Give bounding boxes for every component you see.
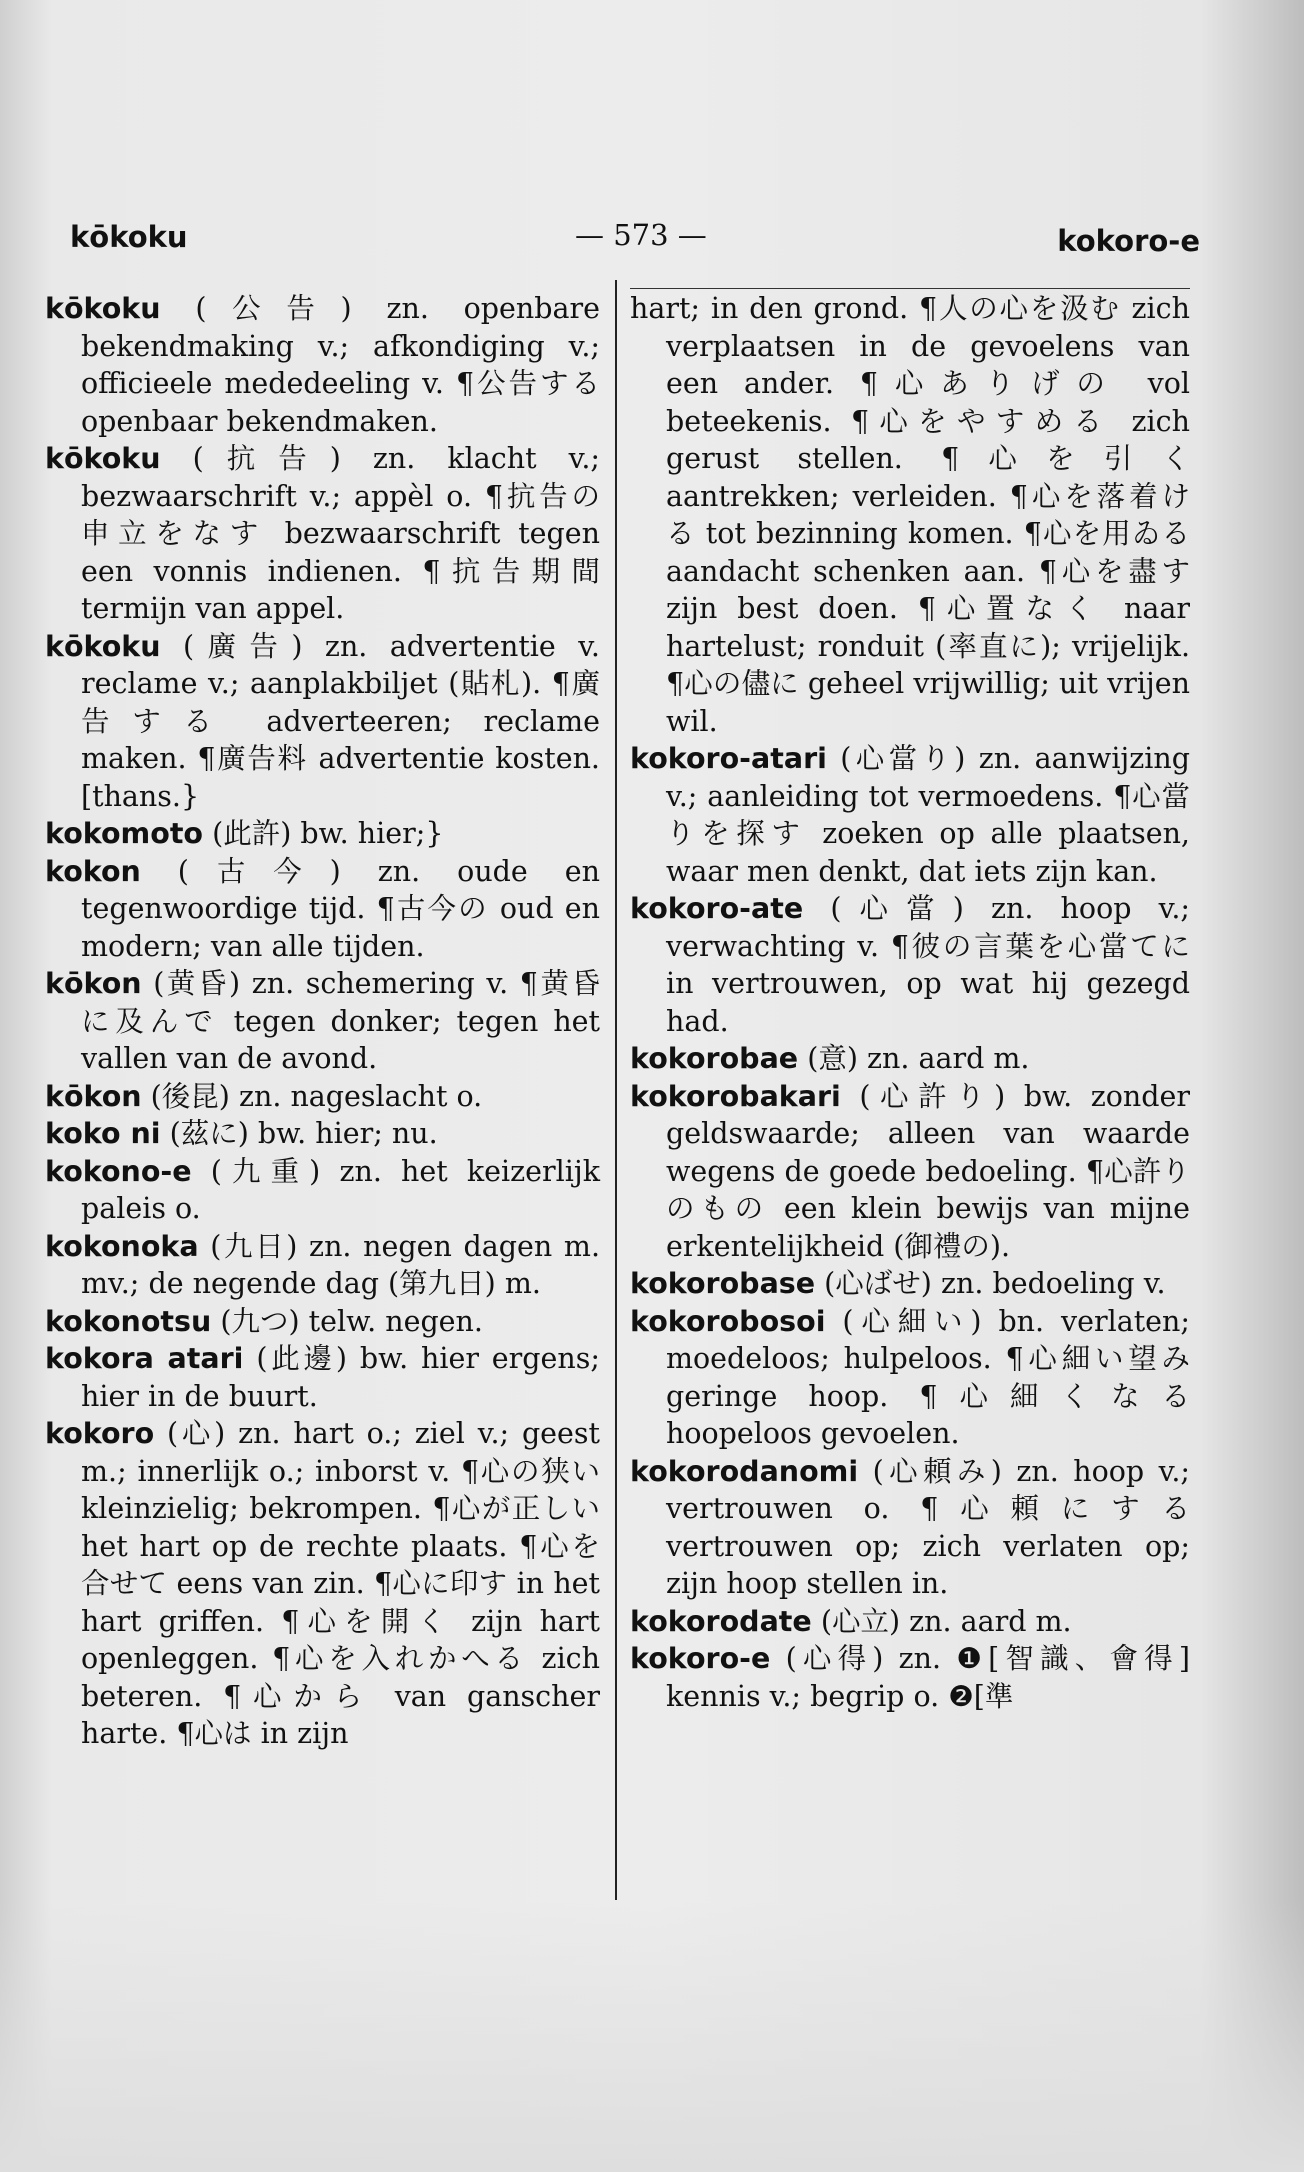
entry-text: (心得) zn. ❶[智識、會得] kennis v.; begrip o. ❷[準 <box>666 1642 1190 1713</box>
entry-text: (心當) zn. hoop v.; verwachting v. ¶彼の言葉を心當てに in vertrouwen, op wat hij gezegd had. <box>666 892 1190 1038</box>
headword: kokorobae <box>630 1042 799 1075</box>
entry-text: (九重) zn. het keizerlijk paleis o. <box>81 1154 600 1225</box>
headword: kokoro <box>45 1417 155 1450</box>
entry-text: (九日) zn. negen dagen m. mv.; de negende dag (第九日) m. <box>81 1229 600 1300</box>
headword: kokorobase <box>630 1267 816 1300</box>
header-left-guide-word: kōkoku <box>70 220 188 254</box>
headword: kokono-e <box>45 1154 192 1188</box>
dictionary-entry <box>45 853 600 966</box>
headword: kōkon <box>45 1079 142 1113</box>
entry-text: (心立) zn. aard m. <box>811 1604 1072 1638</box>
headword: kokorobakari <box>630 1079 841 1113</box>
entry-text: (意) zn. aard m. <box>798 1042 1030 1075</box>
dictionary-entry <box>630 1303 1190 1453</box>
dictionary-entry <box>45 815 600 853</box>
entry-text: (心當り) zn. aanwijzing v.; aanleiding tot vermoedens. ¶心當りを探す zoeken op alle plaatsen, waar men denkt, dat iets zijn kan. <box>666 742 1190 888</box>
dictionary-entry <box>630 1078 1190 1266</box>
dictionary-entry <box>45 440 600 628</box>
entry-text: (抗告) zn. klacht v.; bezwaarschrift v.; appèl o. ¶抗告の申立をなす bezwaarschrift tegen een vonnis indienen. ¶抗告期間 termijn van appel. <box>81 442 600 625</box>
dictionary-entry <box>630 1603 1190 1641</box>
headword: kōkon <box>45 967 142 1000</box>
page-header <box>70 214 1200 264</box>
dictionary-entry-continued <box>630 290 1190 740</box>
headword: kokon <box>45 854 141 888</box>
headword: kokonotsu <box>45 1304 212 1338</box>
entry-text: (茲に) bw. hier; nu. <box>160 1117 438 1150</box>
entry-text: (心許り) bw. zonder geldswaarde; alleen van waarde wegens de goede bedoeling. ¶心許りのもの een klein bewijs van mijne erkentelijkheid (御禮の). <box>666 1079 1190 1263</box>
entry-text: (廣告) zn. advertentie v. reclame v.; aanplakbiljet (貼札). ¶廣告する adverteeren; reclame maken. ¶廣告料 advertentie kosten. [thans.} <box>81 629 600 813</box>
headword: kokoro-e <box>630 1642 771 1675</box>
entry-text: (此邊) bw. hier ergens; hier in de buurt. <box>81 1342 600 1413</box>
headword: koko ni <box>45 1117 161 1150</box>
headword: kokora atari <box>45 1342 244 1375</box>
headword: kokomoto <box>45 817 204 850</box>
dictionary-entry <box>630 890 1190 1040</box>
dictionary-entry <box>45 1153 600 1228</box>
headword: kokoro-ate <box>630 892 804 925</box>
entry-text: (心細い) bn. verlaten; moedeloos; hulpeloos. ¶心細い望み geringe hoop. ¶心細くなる hoopeloos gevoelen. <box>666 1304 1190 1450</box>
dictionary-entry <box>630 740 1190 890</box>
right-column <box>630 290 1190 1715</box>
dictionary-entry <box>45 965 600 1078</box>
entry-text: (公告) zn. openbare bekendmaking v.; afkondiging v.; officieele mededeeling v. ¶公告する openbaar bekendmaken. <box>81 292 600 438</box>
headword: kokonoka <box>45 1229 199 1263</box>
dictionary-entry <box>630 1453 1190 1603</box>
dictionary-entry <box>630 1040 1190 1078</box>
entry-text: (心頼み) zn. hoop v.; vertrouwen o. ¶心頼にする vertrouwen op; zich verlaten op; zijn hoop stellen in. <box>666 1454 1190 1600</box>
entry-text: (此許) bw. hier;} <box>203 817 444 850</box>
dictionary-entry <box>45 1228 600 1303</box>
dictionary-entry <box>45 1115 600 1153</box>
headword: kōkoku <box>45 442 161 475</box>
dictionary-entry <box>45 1078 600 1116</box>
entry-text: (心) zn. hart o.; ziel v.; geest m.; innerlijk o.; inborst v. ¶心の狭い kleinzielig; bekrompen. ¶心が正しい het hart op de rechte plaats. ¶心を合せて eens van zin. ¶心に印す in het hart griffen. ¶心を開く zijn hart openleggen. ¶心を入れかへる zich beteren. ¶心から van ganscher harte. ¶心は in zijn <box>81 1417 600 1750</box>
dictionary-page <box>40 0 1255 2172</box>
entry-text: hart; in den grond. ¶人の心を汲む zich verplaatsen in de gevoelens van een ander. ¶心ありげの vol beteekenis. ¶心をやすめる zich gerust stellen. ¶心を引く aantrekken; verleiden. ¶心を落着ける tot bezinning komen. ¶心を用ゐる aandacht schenken aan. ¶心を盡す zijn best doen. ¶心置なく naar hartelust; ronduit (率直に); vrijelijk. ¶心の儘に geheel vrijwillig; uit vrijen wil. <box>630 292 1190 738</box>
header-right-guide-word: kokoro-e <box>1057 224 1200 258</box>
dictionary-entry <box>630 1265 1190 1303</box>
headword: kōkoku <box>45 292 161 325</box>
left-column <box>45 290 600 1753</box>
entry-text: (心ばせ) zn. bedoeling v. <box>815 1267 1166 1300</box>
page-bottom-shadow <box>0 1900 1304 2172</box>
dictionary-entry <box>45 1415 600 1753</box>
headword: kokorobosoi <box>630 1304 826 1338</box>
dictionary-entry <box>45 628 600 816</box>
entry-text: (九つ) telw. negen. <box>211 1304 483 1338</box>
page-number: — 573 — <box>575 218 707 252</box>
headword: kokorodate <box>630 1604 812 1638</box>
headword: kokoro-atari <box>630 742 827 775</box>
entry-text: (後昆) zn. nageslacht o. <box>141 1079 483 1113</box>
headword: kōkoku <box>45 629 161 663</box>
dictionary-entry <box>630 1640 1190 1715</box>
dictionary-entry <box>45 1340 600 1415</box>
entry-text: (黄昏) zn. schemering v. ¶黄昏に及んで tegen donker; tegen het vallen van de avond. <box>81 967 600 1075</box>
entry-text: (古今) zn. oude en tegenwoordige tijd. ¶古今の oud en modern; van alle tijden. <box>81 854 600 963</box>
dictionary-entry <box>45 1303 600 1341</box>
column-divider <box>615 280 617 1900</box>
headword: kokorodanomi <box>630 1454 859 1488</box>
dictionary-entry <box>45 290 600 440</box>
column-rule <box>630 288 1190 289</box>
